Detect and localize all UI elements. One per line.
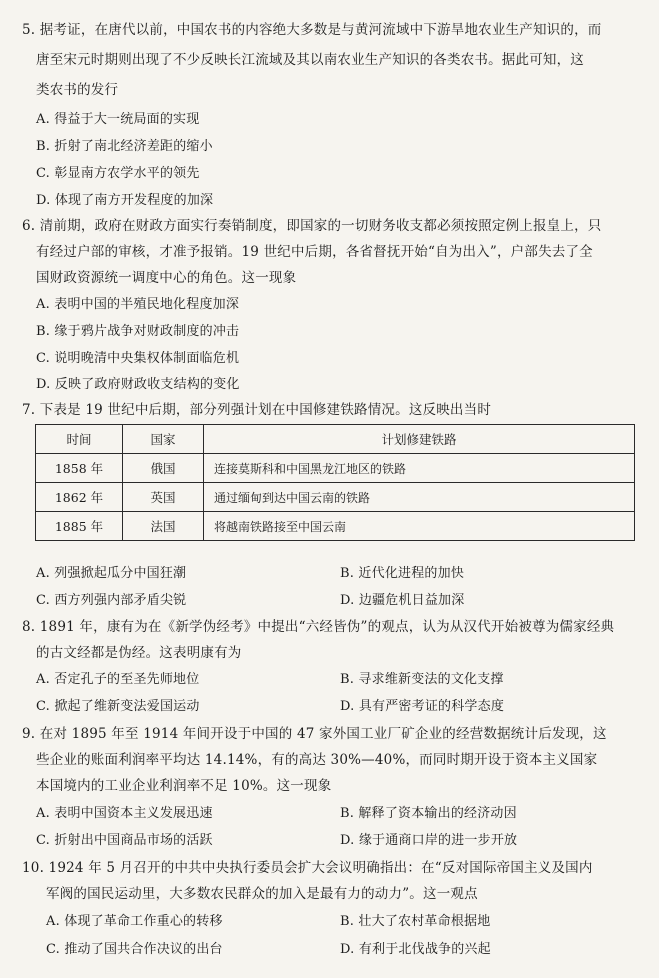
q8-option-d[interactable]: D. 具有严密考证的科学态度 <box>340 699 505 714</box>
q5-option-a[interactable]: A. 得益于大一统局面的实现 <box>36 112 200 127</box>
q9-stem-line-2: 些企业的账面利润率平均达 14.14%，有的高达 30%—40%，而同时期开设于资本主义国家 <box>36 752 598 768</box>
table-header-row <box>36 425 635 454</box>
q9-option-d[interactable]: D. 缘于通商口岸的进一步开放 <box>340 833 518 848</box>
q8-option-a[interactable]: A. 否定孔子的至圣先师地位 <box>36 672 200 687</box>
q9-option-b[interactable]: B. 解释了资本输出的经济动因 <box>340 806 517 821</box>
q6-option-b[interactable]: B. 缘于鸦片战争对财政制度的冲击 <box>36 324 240 339</box>
q10-option-d[interactable]: D. 有利于北伐战争的兴起 <box>340 942 491 957</box>
q9-option-a[interactable]: A. 表明中国资本主义发展迅速 <box>36 806 213 821</box>
table-header-time: 时间 <box>36 425 123 454</box>
q9-stem-line-1: 9. 在对 1895 年至 1914 年间开设于中国的 47 家外国工业厂矿企业的经营数据统计后发现，这 <box>22 726 607 742</box>
q5-option-c[interactable]: C. 彰显南方农学水平的领先 <box>36 166 200 181</box>
table-header-country: 国家 <box>123 425 204 454</box>
q5-stem-line-1: 5. 据考证，在唐代以前，中国农书的内容绝大多数是与黄河流域中下游旱地农业生产知识的，而 <box>22 22 602 38</box>
q10-stem-line-2: 军阀的国民运动里，大多数农民群众的加入是最有力的动力”。这一观点 <box>46 886 478 902</box>
q10-option-a[interactable]: A. 体现了革命工作重心的转移 <box>46 914 223 929</box>
q6-stem-line-3: 国财政资源统一调度中心的角色。这一现象 <box>36 270 297 286</box>
q8-stem-line-1: 8. 1891 年，康有为在《新学伪经考》中提出“六经皆伪”的观点，认为从汉代开始被尊为儒家经典 <box>22 619 615 635</box>
q9-option-c[interactable]: C. 折射出中国商品市场的活跃 <box>36 833 213 848</box>
table-cell-plan: 通过缅甸到达中国云南的铁路 <box>204 483 635 512</box>
table-cell-plan: 将越南铁路接至中国云南 <box>204 512 635 541</box>
q10-stem-line-1: 10. 1924 年 5 月召开的中共中央执行委员会扩大会议明确指出：在“反对国际帝国主义及国内 <box>22 860 593 876</box>
q8-option-c[interactable]: C. 掀起了维新变法爱国运动 <box>36 699 200 714</box>
q5-stem-line-3: 类农书的发行 <box>36 82 119 98</box>
table-cell-country: 俄国 <box>123 454 204 483</box>
table-header-plan: 计划修建铁路 <box>204 425 635 454</box>
q6-stem-line-1: 6. 清前期，政府在财政方面实行奏销制度，即国家的一切财务收支都必须按照定例上报皇上，只 <box>22 218 602 234</box>
q9-stem-line-3: 本国境内的工业企业利润率不足 10%。这一现象 <box>36 778 332 794</box>
q7-option-a[interactable]: A. 列强掀起瓜分中国狂潮 <box>36 566 187 581</box>
q10-option-c[interactable]: C. 推动了国共合作决议的出台 <box>46 942 223 957</box>
table-row <box>36 483 635 512</box>
q5-option-d[interactable]: D. 体现了南方开发程度的加深 <box>36 193 214 208</box>
q6-option-c[interactable]: C. 说明晚清中央集权体制面临危机 <box>36 351 240 366</box>
q10-option-b[interactable]: B. 壮大了农村革命根据地 <box>340 914 491 929</box>
table-row <box>36 512 635 541</box>
q6-option-a[interactable]: A. 表明中国的半殖民地化程度加深 <box>36 297 240 312</box>
table-cell-country: 法国 <box>123 512 204 541</box>
q7-option-c[interactable]: C. 西方列强内部矛盾尖锐 <box>36 593 187 608</box>
q5-option-b[interactable]: B. 折射了南北经济差距的缩小 <box>36 139 213 154</box>
q7-option-b[interactable]: B. 近代化进程的加快 <box>340 566 465 581</box>
table-cell-year: 1858 年 <box>36 454 123 483</box>
table-row <box>36 454 635 483</box>
table-cell-year: 1862 年 <box>36 483 123 512</box>
table-cell-country: 英国 <box>123 483 204 512</box>
table-cell-plan: 连接莫斯科和中国黑龙江地区的铁路 <box>204 454 635 483</box>
table-cell-year: 1885 年 <box>36 512 123 541</box>
q5-stem-line-2: 唐至宋元时期则出现了不少反映长江流域及其以南农业生产知识的各类农书。据此可知，这 <box>36 52 584 68</box>
q8-option-b[interactable]: B. 寻求维新变法的文化支撑 <box>340 672 504 687</box>
railway-plan-table <box>35 424 635 541</box>
q8-stem-line-2: 的古文经都是伪经。这表明康有为 <box>36 645 242 661</box>
q6-option-d[interactable]: D. 反映了政府财政收支结构的变化 <box>36 377 240 392</box>
q7-option-d[interactable]: D. 边疆危机日益加深 <box>340 593 465 608</box>
q6-stem-line-2: 有经过户部的审核，才准予报销。19 世纪中后期，各省督抚开始“自为出入”，户部失去了全 <box>36 244 593 260</box>
q7-stem-line-1: 7. 下表是 19 世纪中后期，部分列强计划在中国修建铁路情况。这反映出当时 <box>22 402 492 418</box>
